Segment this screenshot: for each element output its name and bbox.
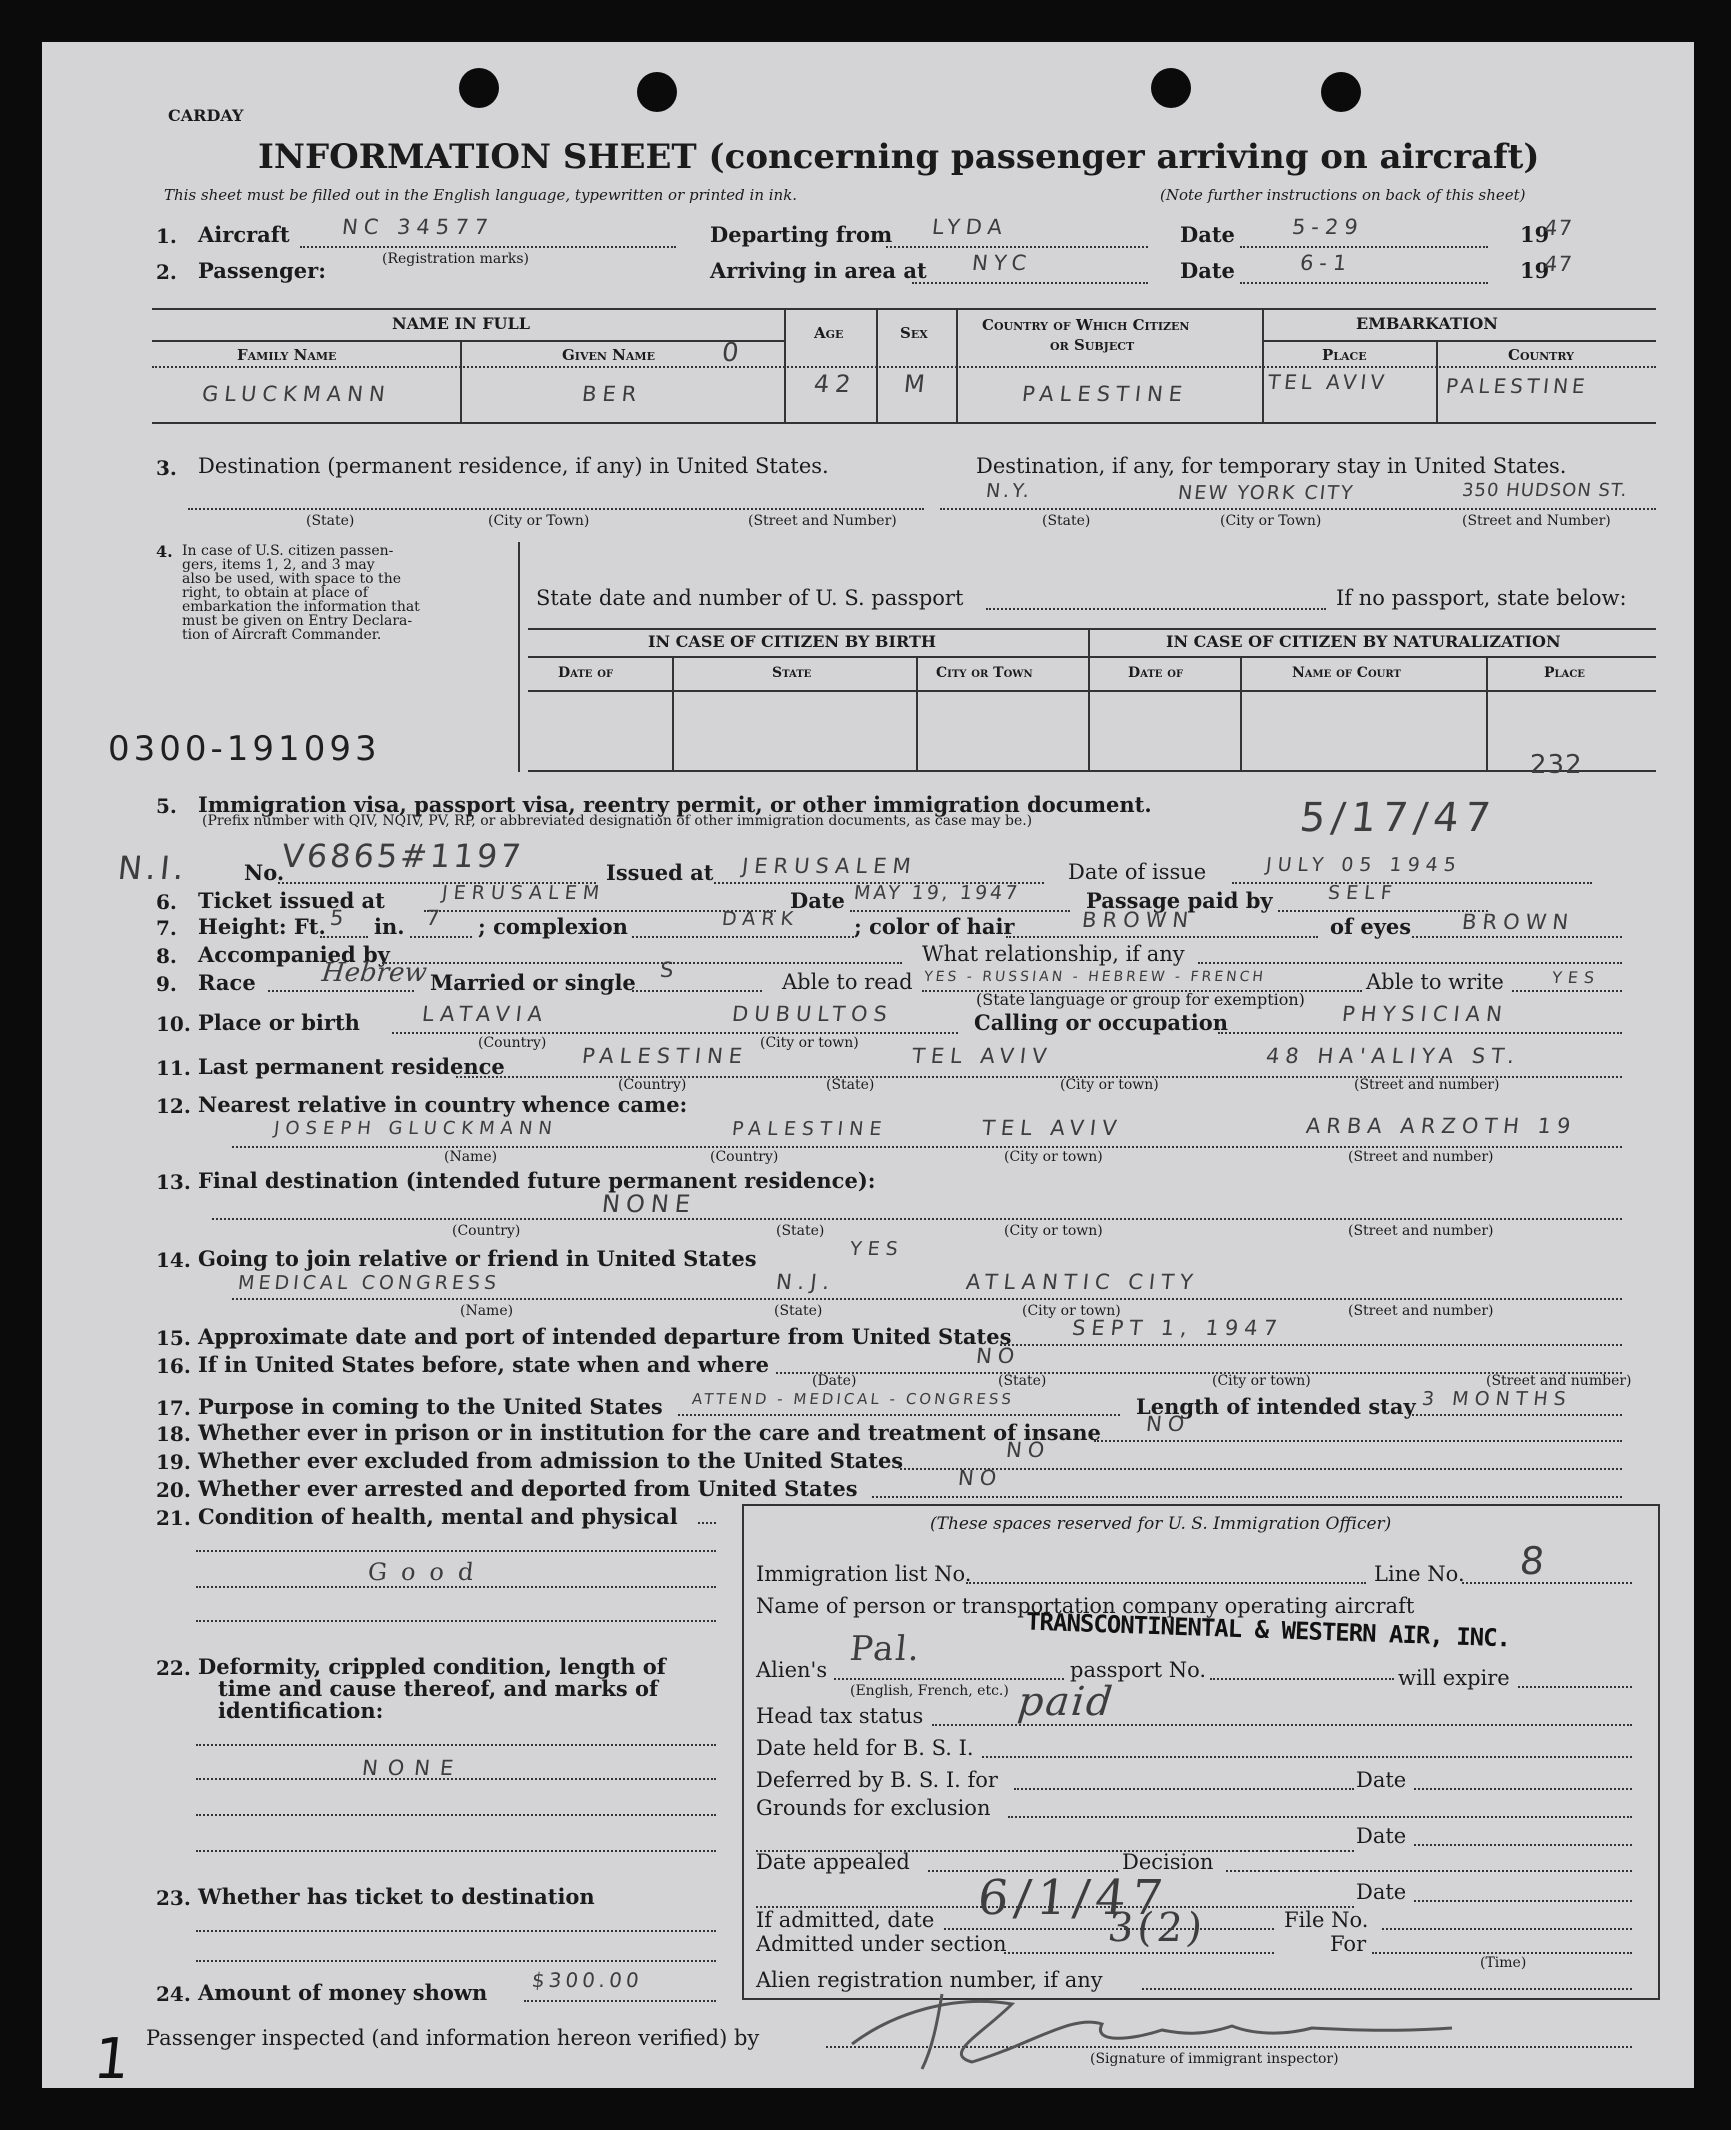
time-caption: (Time)	[1480, 1955, 1527, 1971]
height-in-value: 7	[424, 906, 447, 930]
decision-label: Decision	[1122, 1850, 1214, 1874]
length-of-stay-label: Length of intended stay	[1136, 1394, 1416, 1419]
nearest-relative-label: Nearest relative in country whence came:	[198, 1092, 688, 1117]
grounds-label: Grounds for exclusion	[756, 1796, 991, 1820]
relative-city-value: TEL AVIV	[980, 1116, 1124, 1140]
corner-number: 232	[1530, 750, 1583, 780]
item-number: 7.	[156, 916, 177, 940]
name-in-full-header: NAME IN FULL	[392, 314, 531, 333]
country-header: Country	[1508, 346, 1575, 364]
item-number: 8.	[156, 944, 177, 968]
going-to-join-label: Going to join relative or friend in United States	[198, 1246, 757, 1271]
city-caption: (City or town)	[1004, 1149, 1103, 1165]
aircraft-value: NC 34577	[340, 215, 496, 239]
issue-date-stamp: 5/17/47	[1297, 795, 1499, 841]
departing-from-value: LYDA	[930, 215, 1010, 239]
note-line: gers, items 1, 2, and 3 may	[182, 557, 375, 573]
write-label: Able to write	[1366, 970, 1504, 994]
aircraft-label: Aircraft	[198, 222, 290, 247]
list-no-label: Immigration list No.	[756, 1562, 972, 1586]
name-of-court-header: Name of Court	[1292, 665, 1401, 681]
admitted-section-value: 3(2)	[1105, 1905, 1209, 1951]
punch-hole	[1321, 72, 1361, 112]
arrive-year-value: 47	[1542, 252, 1575, 276]
date-appealed-label: Date appealed	[756, 1850, 910, 1874]
note-line: right, to obtain at place of	[182, 585, 368, 601]
passage-paid-value: SELF	[1326, 882, 1399, 904]
money-value: $300.00	[530, 1968, 644, 1992]
item-number: 23.	[156, 1886, 191, 1910]
relative-country-value: PALESTINE	[730, 1118, 889, 1140]
date-label: Date	[1356, 1880, 1407, 1904]
file-number: 0300-191093	[108, 729, 381, 769]
complexion-label: ; complexion	[478, 914, 628, 939]
item-number: 9.	[156, 972, 177, 996]
line-no-value: 8	[1517, 1539, 1547, 1583]
street-caption: (Street and Number)	[748, 513, 897, 529]
item-number: 16.	[156, 1354, 191, 1378]
depart-date-value: 5-29	[1290, 215, 1365, 239]
street-caption: (Street and number)	[1354, 1077, 1500, 1093]
deferred-label: Deferred by B. S. I. for	[756, 1768, 998, 1792]
age-value: 42	[812, 370, 859, 398]
height-ft-value: 5	[328, 906, 351, 930]
airline-stamp: TRANSCONTINENTAL & WESTERN AIR, INC.	[1025, 1607, 1511, 1653]
write-value: YES	[1551, 968, 1602, 987]
file-no-label: File No.	[1284, 1908, 1369, 1932]
item-number: 12.	[156, 1094, 191, 1118]
state-caption: (State)	[1042, 513, 1091, 529]
date-label: Date	[1356, 1768, 1407, 1792]
accompanied-label: Accompanied by	[198, 942, 390, 967]
state-caption: (State)	[826, 1077, 875, 1093]
deformity-label: identification:	[218, 1698, 384, 1723]
street-caption: (Street and number)	[1348, 1223, 1494, 1239]
final-destination-label: Final destination (intended future permanent residence):	[198, 1168, 876, 1193]
instruction-right: (Note further instructions on back of this sheet)	[1160, 186, 1526, 204]
punch-hole	[1151, 68, 1191, 108]
alien-registration-label: Alien registration number, if any	[756, 1968, 1103, 1992]
temp-street-value: 350 HUDSON ST.	[1460, 480, 1629, 501]
city-caption: (City or Town)	[488, 513, 590, 529]
for-label: For	[1330, 1932, 1367, 1956]
place-header: Place	[1544, 665, 1585, 681]
item-number: 22.	[156, 1656, 191, 1680]
admitted-date-label: If admitted, date	[756, 1908, 935, 1932]
health-value: Good	[366, 1558, 489, 1586]
alien-language-value: Pal.	[847, 1629, 924, 1669]
ticket-destination-label: Whether has ticket to destination	[198, 1884, 595, 1909]
deformity-label: Deformity, crippled condition, length of	[198, 1654, 666, 1679]
join-name-value: MEDICAL CONGRESS	[236, 1272, 502, 1294]
language-caption: (English, French, etc.)	[850, 1683, 1009, 1699]
citizen-naturalization-header: IN CASE OF CITIZEN BY NATURALIZATION	[1166, 632, 1561, 651]
temp-state-value: N.Y.	[984, 480, 1034, 502]
year-label: 19	[1520, 222, 1550, 247]
if-no-passport-label: If no passport, state below:	[1336, 586, 1627, 610]
deformity-label: time and cause thereof, and marks of	[218, 1676, 659, 1701]
date-caption: (Date)	[812, 1373, 857, 1389]
note-line: also be used, with space to the	[182, 571, 401, 587]
item-number: 2.	[156, 260, 177, 284]
family-name-value: GLUCKMANN	[200, 382, 392, 406]
city-caption: (City or town)	[1022, 1303, 1121, 1319]
purpose-value: ATTEND - MEDICAL - CONGRESS	[691, 1390, 1015, 1408]
line-no-label: Line No.	[1374, 1562, 1465, 1586]
occupation-label: Calling or occupation	[974, 1010, 1228, 1035]
aliens-label: Alien's	[756, 1658, 828, 1682]
ticket-date-value: MAY 19, 1947	[852, 882, 1022, 904]
place-of-birth-label: Place or birth	[198, 1010, 360, 1035]
given-name-header: Given Name	[562, 346, 655, 364]
date-label: Date	[1180, 258, 1235, 283]
inspected-label: Passenger inspected (and information hereon verified) by	[146, 2026, 760, 2050]
item-number: 24.	[156, 1982, 191, 2006]
will-expire-label: will expire	[1398, 1666, 1510, 1690]
race-label: Race	[198, 970, 256, 995]
visa-number-value: V6865#1197	[280, 837, 526, 875]
relative-name-value: JOSEPH GLUCKMANN	[272, 1118, 559, 1139]
date-of-header: Date of	[558, 665, 614, 681]
passage-paid-label: Passage paid by	[1086, 888, 1273, 913]
health-label: Condition of health, mental and physical	[198, 1504, 678, 1529]
final-destination-value: NONE	[600, 1190, 698, 1218]
money-label: Amount of money shown	[198, 1980, 488, 2005]
given-name-value: BER	[580, 382, 644, 406]
hair-label: ; color of hair	[854, 914, 1015, 939]
head-tax-value: paid	[1015, 1679, 1117, 1725]
visa-label: Immigration visa, passport visa, reentry permit, or other immigration document.	[198, 792, 1152, 817]
name-caption: (Name)	[460, 1303, 514, 1319]
street-caption: (Street and number)	[1348, 1149, 1494, 1165]
date-label: Date	[790, 888, 845, 913]
item-number: 13.	[156, 1170, 191, 1194]
state-header: State	[772, 665, 812, 681]
item-number: 4.	[156, 542, 173, 561]
city-caption: (City or town)	[760, 1035, 859, 1051]
date-of-issue-label: Date of issue	[1068, 860, 1207, 884]
birth-country-value: LATAVIA	[420, 1002, 550, 1026]
purpose-label: Purpose in coming to the United States	[198, 1394, 663, 1419]
city-caption: (City or town)	[1060, 1077, 1159, 1093]
age-header: Age	[814, 324, 844, 342]
passport-no-label: passport No.	[1070, 1658, 1207, 1682]
complexion-value: DARK	[720, 908, 801, 930]
before-label: If in United States before, state when and where	[198, 1352, 769, 1377]
punch-hole	[637, 72, 677, 112]
arrive-date-value: 6-1	[1298, 251, 1354, 275]
name-caption: (Name)	[444, 1149, 498, 1165]
form-title: INFORMATION SHEET (concerning passenger arriving on aircraft)	[258, 137, 1540, 177]
item-number: 15.	[156, 1326, 191, 1350]
join-value: YES	[848, 1238, 905, 1260]
state-caption: (State)	[776, 1223, 825, 1239]
country-caption: (Country)	[710, 1149, 779, 1165]
given-name-mark: 0	[720, 338, 747, 368]
registration-caption: (Registration marks)	[382, 251, 530, 267]
information-sheet	[42, 42, 1694, 2092]
marital-value: S	[658, 958, 681, 982]
country-caption: (Country)	[618, 1077, 687, 1093]
state-caption: (State)	[774, 1303, 823, 1319]
officer-reserved-caption: (These spaces reserved for U. S. Immigration Officer)	[930, 1514, 1392, 1534]
street-caption: (Street and number)	[1348, 1303, 1494, 1319]
deformity-value: NONE	[360, 1756, 465, 1780]
relative-street-value: ARBA ARZOTH 19	[1304, 1114, 1578, 1138]
excluded-label: Whether ever excluded from admission to the United States	[198, 1448, 904, 1473]
item-number: 14.	[156, 1248, 191, 1272]
ticket-issued-value: JERUSALEM	[440, 882, 607, 904]
instruction-left: This sheet must be filled out in the English language, typewritten or printed in ink.	[164, 186, 798, 204]
item-number: 10.	[156, 1012, 191, 1036]
date-held-label: Date held for B. S. I.	[756, 1736, 974, 1760]
in-label: in.	[374, 914, 405, 939]
occupation-value: PHYSICIAN	[1340, 1002, 1510, 1026]
departure-label: Approximate date and port of intended departure from United States	[198, 1324, 1012, 1349]
arriving-in-label: Arriving in area at	[710, 258, 927, 283]
note-line: must be given on Entry Declara-	[182, 613, 413, 629]
visa-note: (Prefix number with QIV, NQIV, PV, RP, or abbreviated designation of other immigration documents, as case may be.)	[202, 813, 1033, 829]
punch-hole	[459, 68, 499, 108]
country-citizen-header: Country of Which Citizen	[982, 316, 1190, 334]
excluded-value: NO	[1004, 1438, 1052, 1462]
date-label: Date	[1356, 1824, 1407, 1848]
street-caption: (Street and Number)	[1462, 513, 1611, 529]
prison-label: Whether ever in prison or in institution for the care and treatment of insane	[198, 1420, 1101, 1445]
departure-date-value: SEPT 1, 1947	[1070, 1316, 1285, 1340]
ticket-issued-label: Ticket issued at	[198, 888, 385, 913]
city-caption: (City or Town)	[1220, 513, 1322, 529]
date-of-issue-value: JULY 05 1945	[1264, 854, 1464, 876]
date-label: Date	[1180, 222, 1235, 247]
arrested-label: Whether ever arrested and deported from United States	[198, 1476, 858, 1501]
street-caption: (Street and number)	[1486, 1373, 1632, 1389]
item-number: 20.	[156, 1478, 191, 1502]
last-residence-label: Last permanent residence	[198, 1054, 505, 1079]
passenger-label: Passenger:	[198, 258, 326, 283]
temp-city-value: NEW YORK CITY	[1176, 482, 1356, 504]
language-note: (State language or group for exemption)	[976, 990, 1305, 1009]
length-of-stay-value: 3 MONTHS	[1420, 1388, 1573, 1410]
eyes-label: of eyes	[1330, 914, 1412, 939]
item-number: 19.	[156, 1450, 191, 1474]
company-label: Name of person or transportation company operating aircraft	[756, 1594, 1415, 1618]
before-value: NO	[974, 1344, 1022, 1368]
admitted-date-value: 6/1/47	[975, 1870, 1172, 1926]
departing-from-label: Departing from	[710, 222, 893, 247]
city-caption: (City or town)	[1004, 1223, 1103, 1239]
race-value: Hebrew	[320, 958, 429, 988]
signature-caption: (Signature of immigrant inspector)	[1090, 2051, 1339, 2067]
relationship-label: What relationship, if any	[922, 942, 1185, 966]
eyes-value: BROWN	[1460, 910, 1576, 934]
last-street-value: 48 HA'ALIYA ST.	[1264, 1044, 1522, 1068]
page-number: 1	[90, 2027, 134, 2092]
last-city-value: TEL AVIV	[910, 1044, 1054, 1068]
citizen-of-value: PALESTINE	[1020, 382, 1190, 406]
hair-value: BROWN	[1080, 908, 1196, 932]
head-tax-label: Head tax status	[756, 1704, 924, 1728]
embarkation-country-value: PALESTINE	[1444, 374, 1590, 398]
place-header: Place	[1322, 346, 1367, 364]
issued-at-value: JERUSALEM	[740, 854, 918, 878]
item-number: 11.	[156, 1056, 191, 1080]
carday-label: CARDAY	[168, 106, 244, 125]
read-label: Able to read	[782, 970, 913, 994]
married-label: Married or single	[430, 970, 636, 995]
item-number: 5.	[156, 794, 177, 818]
destination-perm-label: Destination (permanent residence, if any) in United States.	[198, 454, 829, 478]
passport-question: State date and number of U. S. passport	[536, 586, 964, 610]
item-number: 1.	[156, 224, 177, 248]
state-caption: (State)	[306, 513, 355, 529]
join-state-value: N.J.	[774, 1270, 837, 1294]
year-label: 19	[1520, 258, 1550, 283]
sex-value: M	[902, 370, 933, 398]
height-label: Height: Ft.	[198, 914, 326, 939]
birth-city-value: DUBULTOS	[730, 1002, 895, 1026]
family-name-header: Family Name	[237, 346, 337, 364]
read-value: YES - RUSSIAN - HEBREW - FRENCH	[923, 969, 1267, 985]
state-caption: (State)	[998, 1373, 1047, 1389]
note-line: tion of Aircraft Commander.	[182, 627, 382, 643]
embarkation-place-value: TEL AVIV	[1266, 370, 1390, 394]
citizen-birth-header: IN CASE OF CITIZEN BY BIRTH	[648, 632, 936, 651]
city-header: City or Town	[936, 665, 1033, 681]
last-country-value: PALESTINE	[580, 1044, 750, 1068]
note-line: embarkation the information that	[182, 599, 420, 615]
sex-header: Sex	[900, 324, 928, 342]
item-number: 17.	[156, 1396, 191, 1420]
join-city-value: ATLANTIC CITY	[964, 1270, 1201, 1294]
item-number: 18.	[156, 1422, 191, 1446]
admitted-section-label: Admitted under section	[756, 1932, 1007, 1956]
date-of-header: Date of	[1128, 665, 1184, 681]
destination-temp-label: Destination, if any, for temporary stay in United States.	[976, 454, 1567, 478]
embarkation-header: EMBARKATION	[1356, 314, 1498, 333]
item-number: 6.	[156, 890, 177, 914]
depart-year-value: 47	[1542, 216, 1575, 240]
issued-at-label: Issued at	[606, 860, 714, 885]
item-number: 3.	[156, 456, 177, 480]
no-label: No.	[244, 860, 285, 885]
visa-prefix: N.I.	[116, 849, 190, 887]
country-caption: (Country)	[478, 1035, 547, 1051]
note-line: In case of U.S. citizen passen-	[182, 543, 394, 559]
country-caption: (Country)	[452, 1223, 521, 1239]
item-number: 21.	[156, 1506, 191, 1530]
city-caption: (City or town)	[1212, 1373, 1311, 1389]
prison-value: NO	[1144, 1412, 1192, 1436]
arriving-in-value: NYC	[970, 251, 1034, 275]
or-subject-header: or Subject	[1050, 336, 1135, 354]
arrested-value: NO	[956, 1466, 1004, 1490]
